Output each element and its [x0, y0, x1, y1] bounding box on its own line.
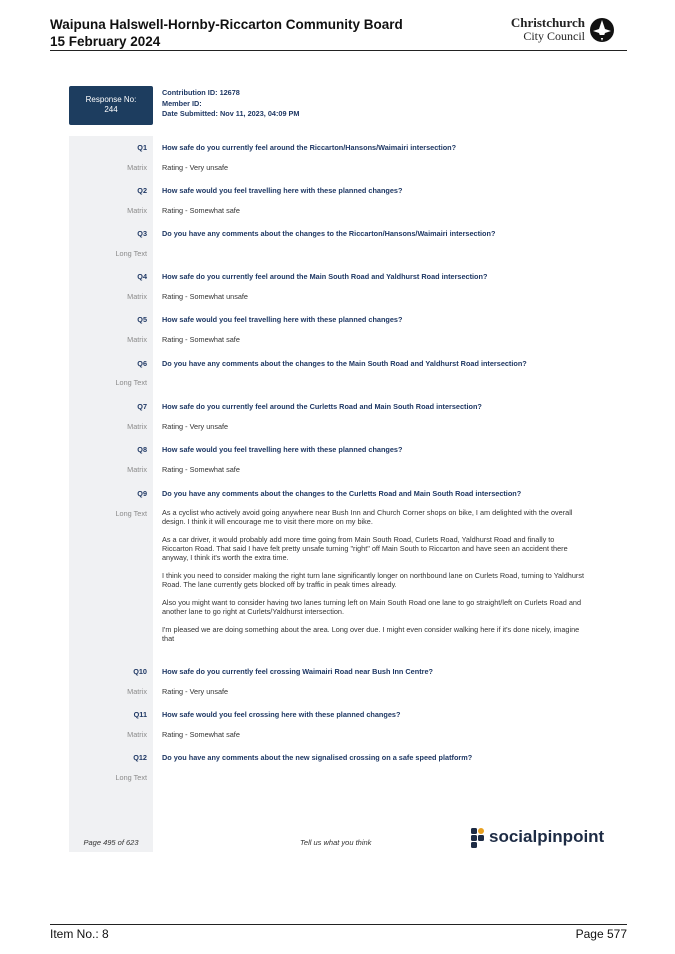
answer: Rating - Very unsafe — [162, 163, 229, 172]
question-type: Matrix — [127, 292, 147, 301]
cathedral-icon — [589, 17, 615, 43]
response-number-box — [69, 86, 153, 125]
header-rule — [50, 50, 627, 51]
question-number: Q11 — [133, 710, 147, 719]
question-text: How safe do you currently feel crossing Waimairi Road near Bush Inn Centre? — [162, 667, 433, 676]
answer-paragraph: As a cyclist who actively avoid going anywhere near Bush Inn and Church Corner shops on bike, I am delighted with the overall design. I think it will encourage me to visit there more on my bike. — [162, 508, 573, 527]
answer-paragraph: As a car driver, it would probably add more time going from Main South Road, Curlets Road, Yaldhurst Road and finally to Riccarton Road. That said I have felt pretty unsafe turning "right" off Main South to Riccarton and have seen an accident there anyway, I think it's worth the extra time. — [162, 535, 568, 563]
brand-name: socialpinpoint — [489, 827, 605, 846]
question-text: How safe would you feel crossing here with these planned changes? — [162, 710, 401, 719]
question-type: Matrix — [127, 422, 147, 431]
question-number: Q2 — [137, 186, 147, 195]
question-type: Matrix — [127, 206, 147, 215]
question-text: Do you have any comments about the changes to the Curletts Road and Main South Road intersection? — [162, 489, 522, 498]
board-name: Waipuna Halswell-Hornby-Riccarton Community Board — [50, 17, 403, 32]
question-type: Long Text — [115, 378, 147, 387]
contribution-id: 12678 — [219, 88, 240, 97]
question-text: How safe do you currently feel around the Riccarton/Hansons/Waimairi intersection? — [162, 143, 457, 152]
answer-paragraph: I'm pleased we are doing something about the area. Long over due. I might even consider walking here if it's done nicely, imagine that — [162, 625, 580, 644]
answer-paragraph: Also you might want to consider having two lanes turning left on Main South Road one lane to go straight/left on Curlets Road and another lane to go right at Curlets/Yaldhurst intersection. — [162, 598, 582, 617]
question-number: Q3 — [137, 229, 147, 238]
question-type: Matrix — [127, 730, 147, 739]
inner-page-number: Page 495 of 623 — [83, 838, 139, 847]
question-number: Q5 — [137, 315, 147, 324]
answer: Rating - Somewhat safe — [162, 730, 240, 739]
answer: Rating - Somewhat safe — [162, 206, 240, 215]
question-number: Q1 — [137, 143, 147, 152]
question-number: Q8 — [137, 445, 147, 454]
question-text: Do you have any comments about the changes to the Main South Road and Yaldhurst Road intersection? — [162, 359, 527, 368]
question-number: Q9 — [137, 489, 147, 498]
question-text: How safe would you feel travelling here with these planned changes? — [162, 445, 403, 454]
question-text: How safe would you feel travelling here with these planned changes? — [162, 186, 403, 195]
question-type: Matrix — [127, 163, 147, 172]
question-type: Matrix — [127, 335, 147, 344]
document-header — [50, 16, 403, 50]
question-type: Matrix — [127, 465, 147, 474]
meeting-date: 15 February 2024 — [50, 34, 161, 49]
member-label: Member ID: — [162, 98, 202, 108]
date-label: Date Submitted: — [162, 109, 218, 118]
question-number: Q10 — [133, 667, 147, 676]
contribution-label: Contribution ID: — [162, 88, 218, 97]
question-type: Long Text — [115, 249, 147, 258]
date-submitted: Nov 11, 2023, 04:09 PM — [219, 109, 300, 118]
page-number: Page 577 — [575, 927, 627, 941]
question-type: Long Text — [115, 773, 147, 782]
question-number: Q12 — [133, 753, 147, 762]
question-type: Matrix — [127, 687, 147, 696]
answer: Rating - Very unsafe — [162, 422, 229, 431]
question-type: Long Text — [115, 509, 147, 518]
answer: Rating - Very unsafe — [162, 687, 229, 696]
question-text: How safe would you feel travelling here with these planned changes? — [162, 315, 403, 324]
response-number: 244 — [104, 105, 118, 114]
long-answer — [162, 508, 587, 652]
logo-line1: Christchurch — [510, 15, 585, 30]
submission-meta — [162, 88, 300, 120]
question-text: How safe do you currently feel around the Curletts Road and Main South Road intersection? — [162, 402, 482, 411]
footer-rule — [50, 924, 627, 925]
question-number: Q6 — [137, 359, 147, 368]
tagline: Tell us what you think — [300, 838, 372, 847]
question-text: Do you have any comments about the new signalised crossing on a safe speed platform? — [162, 753, 473, 762]
pinpoint-icon — [471, 828, 485, 848]
answer-paragraph: I think you need to consider making the right turn lane significantly longer on northbound lane on Curlets Road, turning to Yaldhurst Road. The lane currently gets blocked off by traffic in peak times already. — [162, 571, 584, 590]
answer: Rating - Somewhat unsafe — [162, 292, 248, 301]
question-text: How safe do you currently feel around the Main South Road and Yaldhurst Road intersection? — [162, 272, 488, 281]
question-number: Q4 — [137, 272, 147, 281]
item-number: Item No.: 8 — [50, 927, 109, 941]
response-label: Response No: — [85, 95, 137, 104]
logo-line2: City Council — [523, 29, 585, 43]
answer: Rating - Somewhat safe — [162, 465, 240, 474]
answer: Rating - Somewhat safe — [162, 335, 240, 344]
question-text: Do you have any comments about the changes to the Riccarton/Hansons/Waimairi intersection? — [162, 229, 496, 238]
question-number: Q7 — [137, 402, 147, 411]
council-logo — [512, 16, 615, 44]
